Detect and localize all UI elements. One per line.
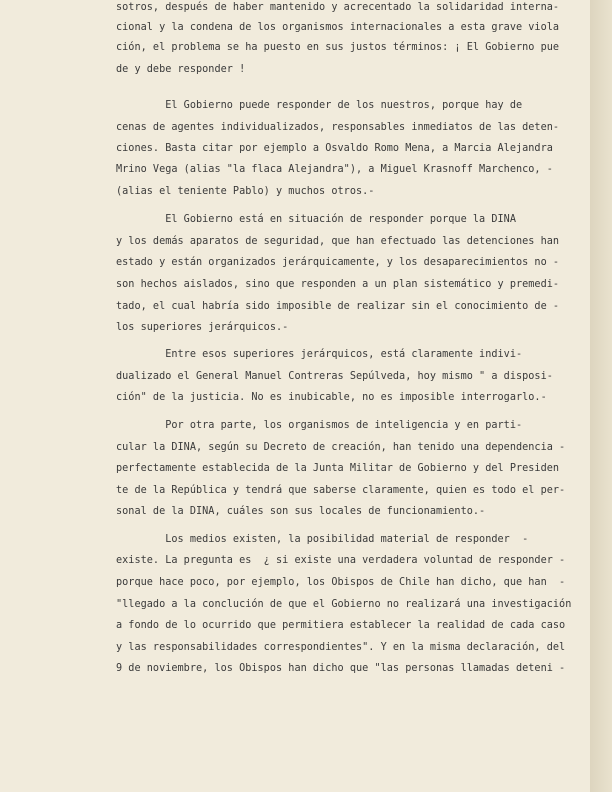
text-line: dualizado el General Manuel Contreras Sepúlveda, hoy mismo " a disposi-	[116, 371, 553, 382]
text-line: estado y están organizados jerárquicamente, y los desaparecimientos no -	[116, 257, 560, 268]
text-line: "llegado a la conclución de que el Gobierno no realizará una investigación	[116, 599, 572, 610]
sheet-edge	[590, 0, 612, 792]
text-line: y las responsabilidades correspondientes". Y en la misma declaración, del	[116, 642, 566, 653]
text-line: ción" de la justicia. No es inubicable, no es imposible interrogarlo.-	[116, 392, 547, 403]
text-line: cular la DINA, según su Decreto de creación, han tenido una dependencia -	[116, 442, 566, 453]
text-line: tado, el cual habría sido imposible de realizar sin el conocimiento de -	[116, 301, 560, 312]
text-line: a fondo de lo ocurrido que permitiera establecer la realidad de cada caso	[116, 620, 566, 631]
text-line: perfectamente establecida de la Junta Militar de Gobierno y del Presiden	[116, 463, 560, 474]
text-line: los superiores jerárquicos.-	[116, 322, 289, 333]
text-line: te de la República y tendrá que saberse claramente, quien es todo el per-	[116, 485, 566, 496]
text-line: El Gobierno está en situación de responder porque la DINA	[116, 214, 516, 225]
text-line: sotros, después de haber mantenido y acrecentado la solidaridad interna-	[116, 2, 560, 13]
text-line: Los medios existen, la posibilidad material de responder -	[116, 534, 529, 545]
text-line: ción, el problema se ha puesto en sus justos términos: ¡ El Gobierno pue	[116, 42, 560, 53]
text-line: de y debe responder !	[116, 64, 246, 75]
text-line: y los demás aparatos de seguridad, que han efectuado las detenciones han	[116, 236, 560, 247]
text-line: porque hace poco, por ejemplo, los Obispos de Chile han dicho, que han -	[116, 577, 566, 588]
text-line: El Gobierno puede responder de los nuestros, porque hay de	[116, 100, 523, 111]
text-line: cenas de agentes individualizados, responsables inmediatos de las deten-	[116, 122, 560, 133]
text-line: cional y la condena de los organismos internacionales a esta grave viola	[116, 22, 560, 33]
text-line: (alias el teniente Pablo) y muchos otros.-	[116, 186, 375, 197]
text-line: Mrino Vega (alias "la flaca Alejandra"), a Miguel Krasnoff Marchenco, -	[116, 164, 553, 175]
text-line: Entre esos superiores jerárquicos, está claramente indivi-	[116, 349, 523, 360]
text-line: sonal de la DINA, cuáles son sus locales de funcionamiento.-	[116, 506, 486, 517]
text-line: existe. La pregunta es ¿ si existe una verdadera voluntad de responder -	[116, 555, 566, 566]
text-line: son hechos aislados, sino que responden a un plan sistemático y premedi-	[116, 279, 560, 290]
text-line: 9 de noviembre, los Obispos han dicho que "las personas llamadas deteni -	[116, 663, 566, 674]
text-line: Por otra parte, los organismos de inteligencia y en parti-	[116, 420, 523, 431]
text-line: ciones. Basta citar por ejemplo a Osvaldo Romo Mena, a Marcia Alejandra	[116, 143, 553, 154]
